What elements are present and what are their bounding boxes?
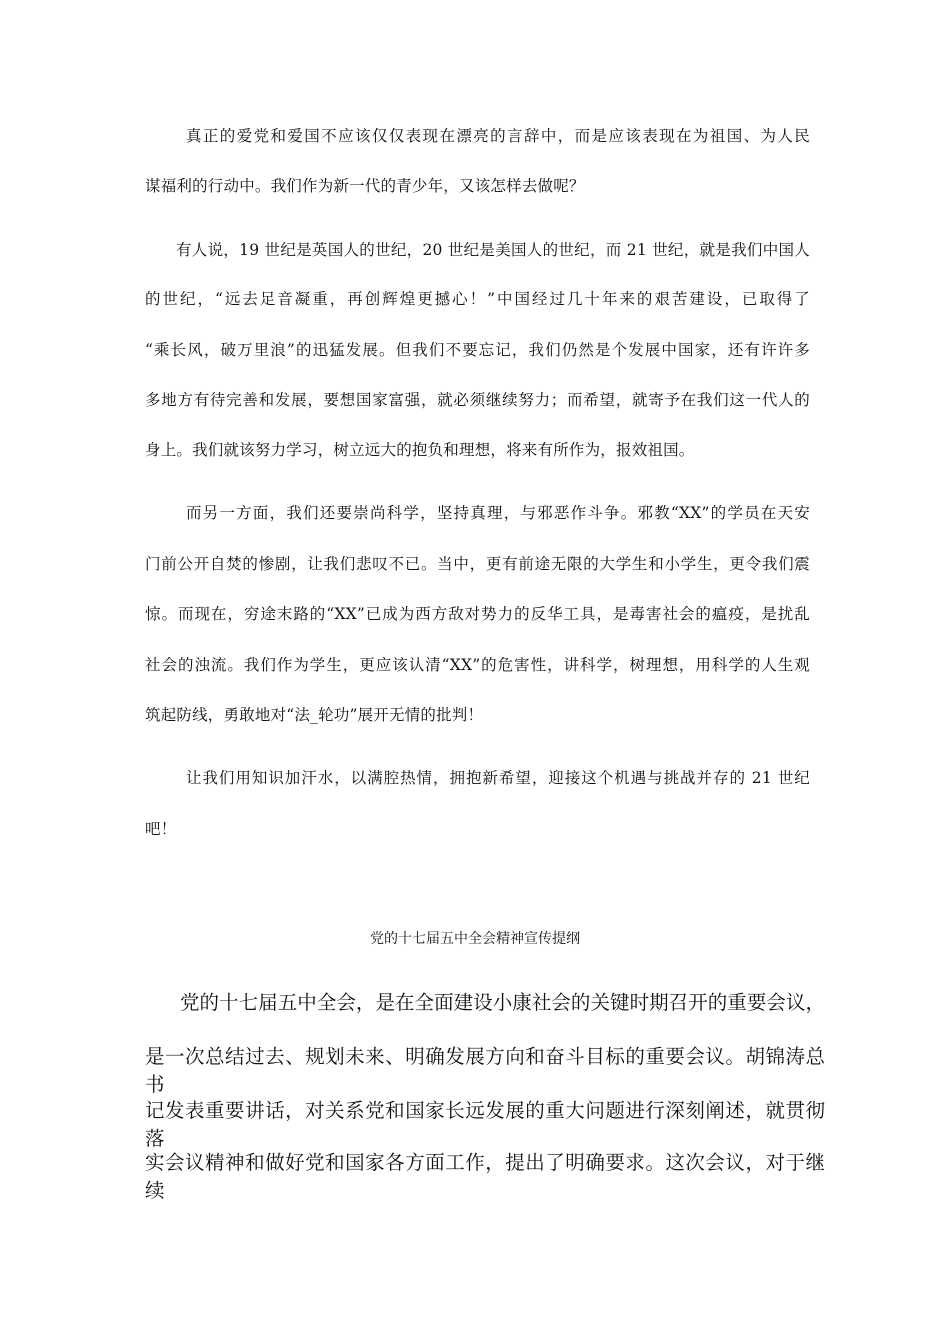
section-line-2: 是一次总结过去、规划未来、明确发展方向和奋斗目标的重要会议。胡锦涛总 书: [145, 1045, 825, 1096]
paragraph-2-line-1: 有人说，19 世纪是英国人的世纪，20 世纪是美国人的世纪，而 21 世纪，就是我们中国人: [176, 241, 810, 259]
paragraph-1-line-1: 真正的爱党和爱国不应该仅仅表现在漂亮的言辞中，而是应该表现在为祖国、为人民: [186, 127, 810, 145]
paragraph-2-line-5: 身上。我们就该努力学习，树立远大的抱负和理想，将来有所作为，报效祖国。: [145, 441, 695, 459]
paragraph-1-line-2: 谋福利的行动中。我们作为新一代的青少年，又该怎样去做呢？: [145, 177, 585, 195]
paragraph-3-line-1: 而另一方面，我们还要崇尚科学，坚持真理，与邪恶作斗争。邪教“XX”的学员在天安: [186, 504, 810, 522]
section-title: 党的十七届五中全会精神宣传提纲: [370, 931, 580, 947]
paragraph-3-line-3: 惊。而现在，穷途末路的“XX”已成为西方敌对势力的反华工具，是毒害社会的瘟疫，是扰乱: [145, 605, 810, 623]
section-line-4: 实会议精神和做好党和国家各方面工作，提出了明确要求。这次会议，对于继续: [145, 1151, 825, 1202]
paragraph-2-line-2: 的世纪，“远去足音凝重，再创辉煌更撼心！”中国经过几十年来的艰苦建设，已取得了: [145, 290, 810, 308]
paragraph-3-line-2: 门前公开自焚的惨剧，让我们悲叹不已。当中，更有前途无限的大学生和小学生，更令我们震: [145, 555, 810, 573]
section-line-3: 记发表重要讲话，对关系党和国家长远发展的重大问题进行深刻阐述，就贯彻落: [145, 1099, 825, 1150]
section-line-1: 党的十七届五中全会，是在全面建设小康社会的关键时期召开的重要会议，: [180, 991, 825, 1014]
paragraph-3-line-4: 社会的浊流。我们作为学生，更应该认清“XX”的危害性，讲科学，树理想，用科学的人生观: [145, 656, 810, 674]
paragraph-4-line-2: 吧！: [145, 820, 177, 838]
paragraph-2-line-3: “乘长风，破万里浪”的迅猛发展。但我们不要忘记，我们仍然是个发展中国家，还有许许多: [145, 341, 810, 359]
paragraph-3-line-5: 筑起防线，勇敢地对“法_轮功”展开无情的批判！: [145, 706, 484, 724]
paragraph-4-line-1: 让我们用知识加汗水，以满腔热情，拥抱新希望，迎接这个机遇与挑战并存的 21 世纪: [186, 769, 810, 787]
paragraph-2-line-4: 多地方有待完善和发展，要想国家富强，就必须继续努力；而希望，就寄予在我们这一代人的: [145, 391, 810, 409]
